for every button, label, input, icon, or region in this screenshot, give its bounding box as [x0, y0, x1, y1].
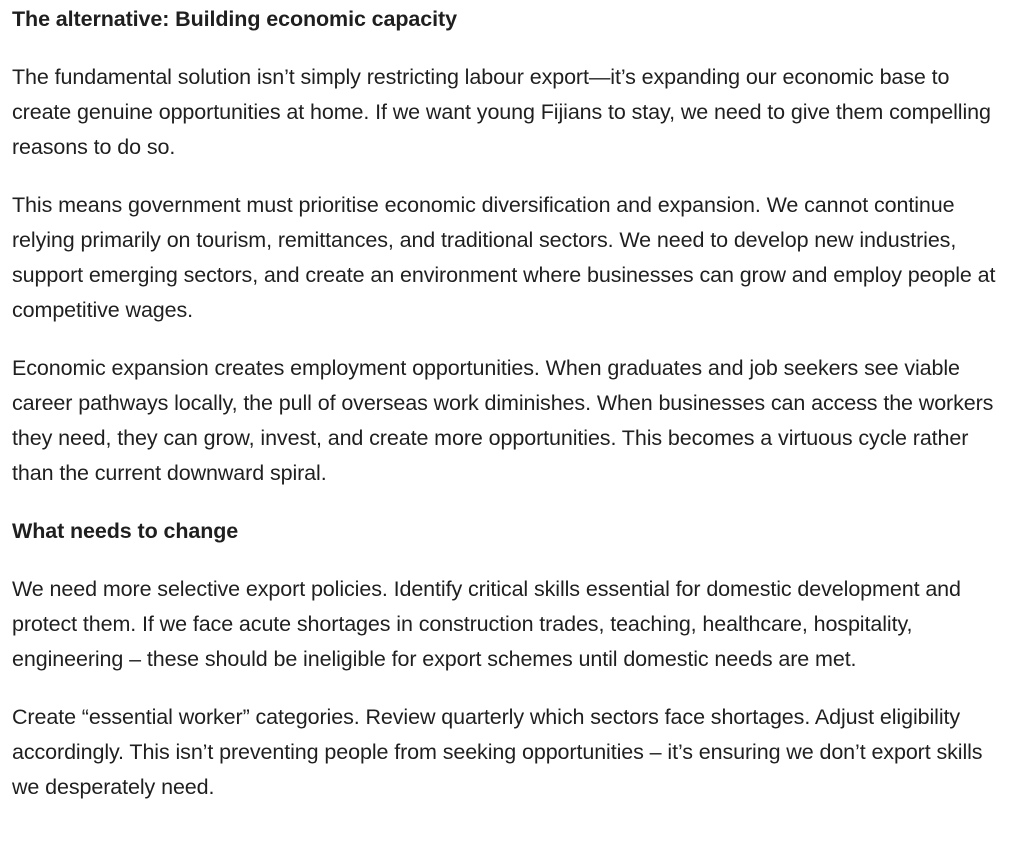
paragraph: The fundamental solution isn’t simply restricting labour export—it’s expanding our economic base to create genuine opportunities at home. If we want young Fijians to stay, we need to give them compelling reasons to do so. — [12, 65, 991, 159]
paragraph: We need more selective export policies. Identify critical skills essential for domestic development and protect them. If we face acute shortages in construction trades, teaching, healthcare, hospitality, engineering – these should be ineligible for export schemes until domestic needs are met. — [12, 577, 961, 671]
paragraph: Create “essential worker” categories. Review quarterly which sectors face shortages. Adjust eligibility accordingly. This isn’t preventing people from seeking opportunities – it’s ensuring we don’t export skills we desperately need. — [12, 705, 983, 799]
section-heading: The alternative: Building economic capacity — [12, 7, 457, 31]
paragraph: This means government must prioritise economic diversification and expansion. We cannot continue relying primarily on tourism, remittances, and traditional sectors. We need to develop new industries, support emerging sectors, and create an environment where businesses can grow and employ people at competitive wages. — [12, 193, 996, 322]
paragraph: Economic expansion creates employment opportunities. When graduates and job seekers see viable career pathways locally, the pull of overseas work diminishes. When businesses can access the workers they need, they can grow, invest, and create more opportunities. This becomes a virtuous cycle rather than the current downward spiral. — [12, 356, 994, 485]
section-heading: What needs to change — [12, 519, 239, 543]
